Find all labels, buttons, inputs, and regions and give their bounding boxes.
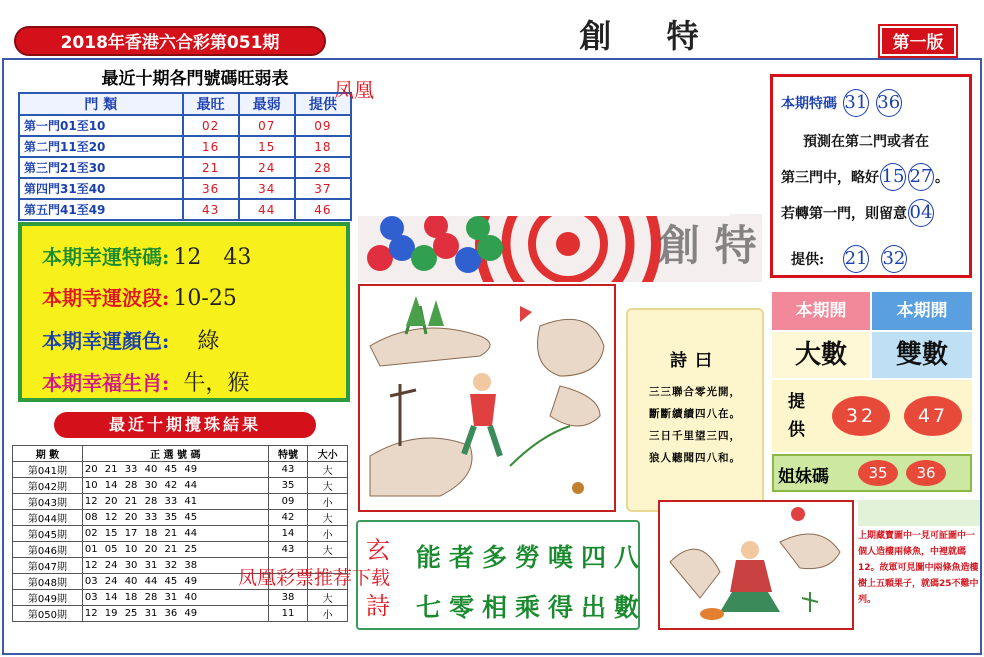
masthead-title: 創 特 bbox=[579, 17, 721, 55]
target-illustration bbox=[358, 214, 762, 282]
prediction-line3-text: 若轉第一門，則留意 bbox=[781, 206, 907, 222]
door-table-title: 最近十期各門號碼旺弱表 bbox=[101, 69, 289, 89]
result-issue: 第045期 bbox=[13, 526, 83, 542]
table-row bbox=[19, 115, 351, 136]
side-note: 上期藏寶圖中一見可証圖中一個人造樓兩條魚，中裡就碼12。故軍可見圖中兩條魚造樓樹上五顆果子，就碼25不難中列。 bbox=[858, 531, 979, 605]
door-table bbox=[18, 92, 352, 221]
riddle-box bbox=[356, 520, 648, 630]
table-row bbox=[19, 178, 351, 199]
prediction-line2-num: 27 bbox=[908, 163, 934, 191]
result-numbers: 12 19 25 31 36 49 bbox=[82, 606, 268, 622]
table-row bbox=[13, 542, 348, 558]
prediction-special-num: 31 bbox=[843, 89, 869, 117]
result-issue: 第048期 bbox=[13, 574, 83, 590]
result-issue: 第042期 bbox=[13, 478, 83, 494]
result-size: 大 bbox=[308, 590, 348, 606]
result-issue: 第046期 bbox=[13, 542, 83, 558]
result-special: 35 bbox=[268, 478, 308, 494]
result-numbers: 12 24 30 31 32 38 bbox=[82, 558, 268, 574]
oe-big-right: 雙數 bbox=[872, 332, 972, 378]
door-label: 第三門21至30 bbox=[19, 157, 183, 178]
prediction-line2 bbox=[781, 163, 949, 191]
result-numbers: 08 12 20 33 35 45 bbox=[82, 510, 268, 526]
table-row bbox=[13, 494, 348, 510]
result-special: 38 bbox=[268, 590, 308, 606]
door-offer: 18 bbox=[295, 136, 351, 157]
door-hot: 02 bbox=[183, 115, 239, 136]
poem-line: 三日千里望三四， bbox=[649, 430, 741, 442]
results-header bbox=[13, 446, 348, 462]
lucky-special-value: 12 43 bbox=[173, 245, 252, 270]
result-size: 小 bbox=[308, 606, 348, 622]
result-size: 大 bbox=[308, 462, 348, 478]
door-header-cold: 最弱 bbox=[239, 93, 295, 115]
target-banner-image bbox=[358, 214, 762, 282]
door-header-offer: 提供 bbox=[295, 93, 351, 115]
oe-provide-num: 47 bbox=[904, 396, 962, 436]
issue-banner: 2018年香港六合彩第051期 bbox=[14, 26, 326, 56]
prediction-special-row bbox=[781, 89, 903, 117]
prediction-box bbox=[770, 74, 972, 278]
results-header-issue: 期 數 bbox=[13, 446, 83, 462]
result-size: 大 bbox=[308, 510, 348, 526]
door-header-hot: 最旺 bbox=[183, 93, 239, 115]
result-special: 14 bbox=[268, 526, 308, 542]
result-issue: 第050期 bbox=[13, 606, 83, 622]
farmer-illustration-art bbox=[360, 286, 614, 510]
oe-provide-label: 提供 bbox=[788, 392, 805, 440]
table-row bbox=[19, 136, 351, 157]
lucky-zodiac-label: 本期幸福生肖: bbox=[42, 371, 170, 395]
riddle-line2: 七零相乘得出數 bbox=[416, 593, 648, 622]
poem-line: 斷斷續續四八在。 bbox=[649, 408, 741, 420]
lucky-special-label: 本期幸運特碼: bbox=[42, 245, 170, 269]
result-size: 小 bbox=[308, 494, 348, 510]
result-numbers: 20 21 33 40 45 49 bbox=[82, 462, 268, 478]
door-cold: 15 bbox=[239, 136, 295, 157]
result-issue: 第049期 bbox=[13, 590, 83, 606]
lucky-box bbox=[18, 222, 350, 402]
prediction-line2-text: 第三門中，略好 bbox=[781, 170, 879, 186]
result-size: 大 bbox=[308, 542, 348, 558]
sister-label: 姐妹碼 bbox=[778, 467, 829, 487]
prediction-line3 bbox=[781, 199, 935, 227]
door-cold: 34 bbox=[239, 178, 295, 199]
door-hot: 43 bbox=[183, 199, 239, 220]
table-row bbox=[13, 478, 348, 494]
door-offer: 46 bbox=[295, 199, 351, 220]
door-hot: 36 bbox=[183, 178, 239, 199]
prediction-line2-end: 。 bbox=[935, 170, 949, 186]
treasure-map-illustration bbox=[658, 500, 854, 630]
poem-line: 三三聯合零光開， bbox=[649, 386, 741, 398]
lucky-segment-value: 10-25 bbox=[173, 286, 237, 311]
result-issue: 第041期 bbox=[13, 462, 83, 478]
result-issue: 第044期 bbox=[13, 510, 83, 526]
table-row bbox=[13, 526, 348, 542]
door-label: 第四門31至40 bbox=[19, 178, 183, 199]
result-special: 43 bbox=[268, 462, 308, 478]
table-row bbox=[19, 157, 351, 178]
results-banner: 最近十期攪珠結果 bbox=[54, 412, 316, 438]
result-size: 小 bbox=[308, 526, 348, 542]
lucky-special-row bbox=[42, 240, 251, 271]
oe-big-left: 大數 bbox=[772, 332, 870, 378]
door-offer: 37 bbox=[295, 178, 351, 199]
results-header-special: 特號 bbox=[268, 446, 308, 462]
door-label: 第五門41至49 bbox=[19, 199, 183, 220]
oe-head-right: 本期開 bbox=[872, 292, 972, 330]
result-special: 09 bbox=[268, 494, 308, 510]
results-header-size: 大小 bbox=[308, 446, 348, 462]
table-row bbox=[19, 199, 351, 220]
result-special: 42 bbox=[268, 510, 308, 526]
result-special: 43 bbox=[268, 542, 308, 558]
results-table bbox=[12, 445, 348, 622]
sister-num: 35 bbox=[858, 460, 898, 486]
oe-provide bbox=[772, 380, 972, 452]
lucky-color-row bbox=[42, 324, 219, 355]
lucky-segment-row bbox=[42, 282, 237, 311]
sister-num: 36 bbox=[906, 460, 946, 486]
result-numbers: 02 15 17 18 21 44 bbox=[82, 526, 268, 542]
watermark-bottom: 凤凰彩票推荐下载 bbox=[238, 567, 391, 589]
lucky-color-value: 綠 bbox=[197, 329, 220, 354]
prediction-offer-num: 32 bbox=[881, 245, 907, 273]
table-row bbox=[13, 510, 348, 526]
lucky-color-label: 本期幸運顏色: bbox=[42, 329, 170, 353]
svg-text:創 特: 創 特 bbox=[658, 221, 757, 270]
oe-sister bbox=[772, 454, 972, 492]
door-offer: 09 bbox=[295, 115, 351, 136]
result-issue: 第047期 bbox=[13, 558, 83, 574]
results-header-nums: 正 選 號 碼 bbox=[82, 446, 268, 462]
poem-title: 詩曰 bbox=[670, 351, 720, 371]
edition-badge: 第一版 bbox=[880, 26, 956, 56]
door-table-header bbox=[19, 93, 351, 115]
lucky-zodiac-value: 牛，猴 bbox=[183, 371, 250, 396]
door-label: 第一門01至10 bbox=[19, 115, 183, 136]
overlay-panel bbox=[358, 66, 730, 216]
prediction-special-label: 本期特碼 bbox=[781, 96, 837, 112]
table-row bbox=[13, 606, 348, 622]
door-hot: 16 bbox=[183, 136, 239, 157]
door-hot: 21 bbox=[183, 157, 239, 178]
prediction-line3-num: 04 bbox=[908, 199, 934, 227]
odd-even-panel bbox=[772, 292, 972, 494]
table-row bbox=[13, 462, 348, 478]
result-issue: 第043期 bbox=[13, 494, 83, 510]
treasure-map-art bbox=[660, 502, 852, 628]
riddle-side-bottom: 詩 bbox=[366, 592, 390, 620]
poem-line: 狼人聽聞四八和。 bbox=[649, 452, 741, 464]
prediction-offer-label: 提供: bbox=[791, 252, 825, 268]
poem-scroll bbox=[626, 308, 764, 512]
door-cold: 24 bbox=[239, 157, 295, 178]
lucky-segment-label: 本期寺運波段: bbox=[42, 286, 170, 310]
result-special: 11 bbox=[268, 606, 308, 622]
prediction-line2-num: 15 bbox=[880, 163, 906, 191]
result-numbers: 03 14 18 28 31 40 bbox=[82, 590, 268, 606]
result-numbers: 03 24 40 44 45 49 bbox=[82, 574, 268, 590]
prediction-offer-row bbox=[791, 245, 908, 273]
door-header-type: 門 類 bbox=[19, 93, 183, 115]
oe-head-left: 本期開 bbox=[772, 292, 870, 330]
prediction-special-num: 36 bbox=[876, 89, 902, 117]
oe-provide-num: 32 bbox=[832, 396, 890, 436]
door-label: 第二門11至20 bbox=[19, 136, 183, 157]
result-numbers: 01 05 10 20 21 25 bbox=[82, 542, 268, 558]
result-size: 大 bbox=[308, 478, 348, 494]
door-offer: 28 bbox=[295, 157, 351, 178]
door-cold: 44 bbox=[239, 199, 295, 220]
door-cold: 07 bbox=[239, 115, 295, 136]
riddle-side-top: 玄 bbox=[366, 536, 390, 564]
prediction-offer-num: 21 bbox=[843, 245, 869, 273]
prediction-line1: 預測在第二門或者在 bbox=[803, 134, 929, 150]
riddle-line1: 能者多勞嘆四八 bbox=[416, 543, 648, 572]
farmer-illustration bbox=[358, 284, 616, 512]
result-numbers: 10 14 28 30 42 44 bbox=[82, 478, 268, 494]
result-numbers: 12 20 21 28 33 41 bbox=[82, 494, 268, 510]
table-row bbox=[13, 590, 348, 606]
watermark-top: 凤凰 bbox=[334, 78, 374, 102]
lucky-zodiac-row bbox=[42, 366, 249, 397]
side-note-strip bbox=[858, 500, 980, 526]
